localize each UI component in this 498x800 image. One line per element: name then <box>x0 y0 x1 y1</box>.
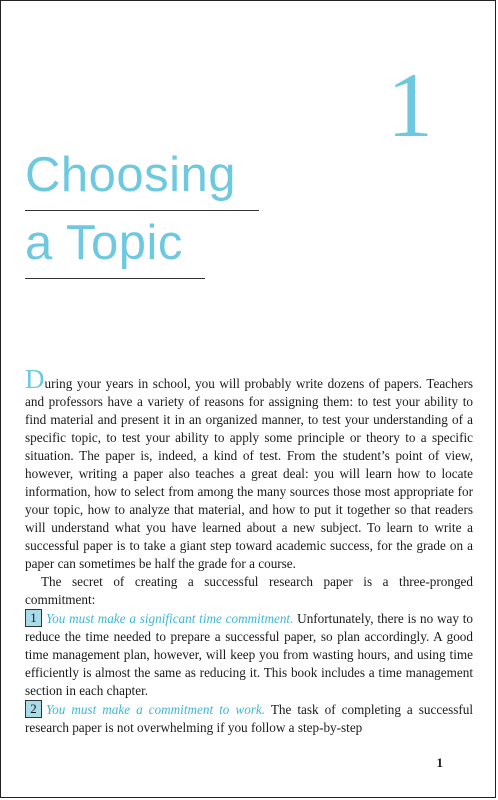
commitment-paragraph: The secret of creating a successful research paper is a three-pronged commitment: <box>25 574 473 607</box>
intro-text: uring your years in school, you will probably write dozens of papers. Teachers and professors have a variety of reasons for assigning them: to test your ability to find material and present it in an organized manner, to test your understanding of a specific topic, to test your ability to apply some principle or theory to a specific situation. The paper is, indeed, a kind of test. From the student’s point of view, however, writing a paper also teaches a great deal: you will learn how to locate information, how to select from among the many sources those most appropriate for your topic, how to analyze that material, and how to put it together so that readers will understand what you have learned about a new subject. To learn to write a successful paper is to take a giant step toward academic success, for the grade on a paper can sometimes be half the grade for a course. <box>25 376 473 571</box>
item-number-box: 2 <box>25 700 42 718</box>
item-lead: You must make a commitment to work. <box>46 702 266 717</box>
item-number-box: 1 <box>25 609 42 627</box>
page-number: 1 <box>436 755 443 770</box>
item-lead: You must make a significant time commitment. <box>46 611 294 626</box>
chapter-number: 1 <box>387 54 433 156</box>
item-text: The task of completing a successful research paper is not overwhelming if you follow a step-by-step <box>25 702 473 735</box>
item-text: Unfortunately, there is no way to reduce the time needed to prepare a successful paper, so plan accordingly. A good time management plan, however, will keep you from wasting hours, and using time efficiently is almost the same as reducing it. This book includes a time management section in each chapter. <box>25 611 474 698</box>
commitment-item-2 <box>25 700 473 737</box>
intro-paragraph <box>25 364 473 573</box>
body-text <box>25 364 474 737</box>
chapter-title-line-1: Choosing <box>25 151 259 211</box>
drop-cap: D <box>25 364 45 394</box>
chapter-title-line-2: a Topic <box>25 219 205 279</box>
commitment-item-1 <box>25 609 473 700</box>
